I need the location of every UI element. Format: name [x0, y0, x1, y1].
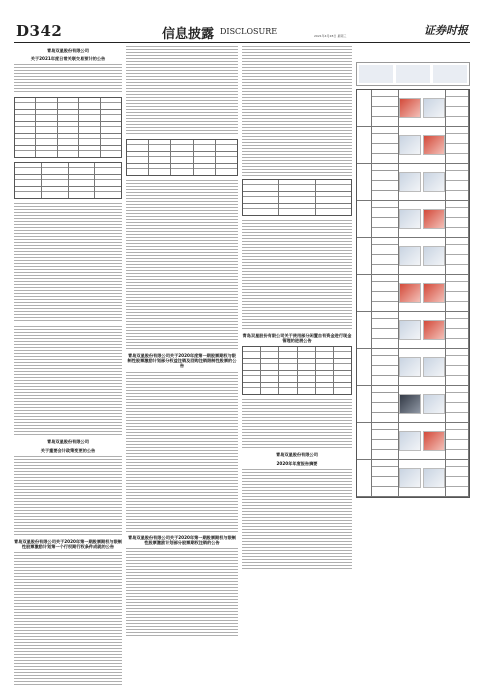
product-image	[399, 320, 421, 340]
product-image	[399, 431, 421, 451]
article-body	[126, 180, 238, 350]
product-image	[399, 468, 421, 488]
product-image	[423, 98, 445, 118]
article-body	[242, 469, 352, 569]
section-title-en: DISCLOSURE	[220, 27, 278, 36]
product-image	[399, 209, 421, 229]
brand-logos-banner	[356, 62, 470, 86]
product-image	[423, 246, 445, 266]
article-body	[126, 372, 238, 532]
data-table	[242, 179, 352, 216]
product-image	[399, 357, 421, 377]
newspaper-logo: 证券时报	[424, 24, 468, 37]
product-image	[423, 431, 445, 451]
issue-date: 2021年4月28日 星期三	[314, 34, 347, 38]
article-body	[14, 456, 122, 536]
product-image	[399, 98, 421, 118]
product-image	[399, 172, 421, 192]
product-image	[423, 394, 445, 414]
article-title: 关于重要会计政策变更的公告	[40, 447, 96, 453]
article-title: 青岛双星股份有限公司关于2020年度第一期股票期权与限制性股票激励计划部分权益注销及回购注销限制性股票的公告	[127, 353, 237, 369]
column-4	[356, 46, 470, 686]
column-3	[242, 46, 352, 686]
product-image	[423, 320, 445, 340]
article-body	[14, 64, 122, 94]
product-image	[399, 135, 421, 155]
product-image	[423, 283, 445, 303]
article-title: 青岛双星股份有限公司关于2020年第一期股票期权与限制性股票激励计划部分股票期权注销的公告	[128, 534, 236, 545]
product-image	[423, 209, 445, 229]
page-number: D342	[16, 22, 63, 40]
data-table	[242, 346, 352, 395]
article-body	[14, 552, 122, 686]
article-body	[126, 548, 238, 638]
data-table	[14, 162, 122, 199]
product-image	[399, 394, 421, 414]
article-company: 青岛双星股份有限公司	[276, 452, 318, 458]
product-image	[423, 135, 445, 155]
article-title: 关于2021年度日常关联交易预计的公告	[30, 56, 106, 62]
article-body	[242, 46, 352, 176]
article-body	[242, 220, 352, 330]
page-header	[14, 22, 470, 43]
product-table	[356, 89, 470, 498]
product-image	[423, 172, 445, 192]
product-image	[399, 246, 421, 266]
article-title: 青岛双星股份有限公司关于使用部分闲置自有资金进行现金管理的进展公告	[242, 333, 352, 344]
data-table	[126, 139, 238, 176]
data-table	[14, 97, 122, 158]
column-1	[14, 46, 122, 686]
article-body	[14, 203, 122, 323]
article-body	[126, 46, 238, 136]
article-title: 青岛双星股份有限公司关于2020年第一期股票期权与限制性股票激励计划第一个行权期行权条件成就的公告	[14, 538, 122, 550]
article-title: 2020年年度报告摘要	[276, 460, 318, 466]
section-title: 信息披露	[162, 27, 215, 42]
product-image	[399, 283, 421, 303]
column-2	[126, 46, 238, 686]
product-image	[423, 468, 445, 488]
article-body	[242, 399, 352, 449]
article-company: 青岛双星股份有限公司	[47, 439, 89, 445]
article-company: 青岛双星股份有限公司	[47, 48, 89, 53]
product-image	[423, 357, 445, 377]
article-body	[14, 326, 122, 436]
